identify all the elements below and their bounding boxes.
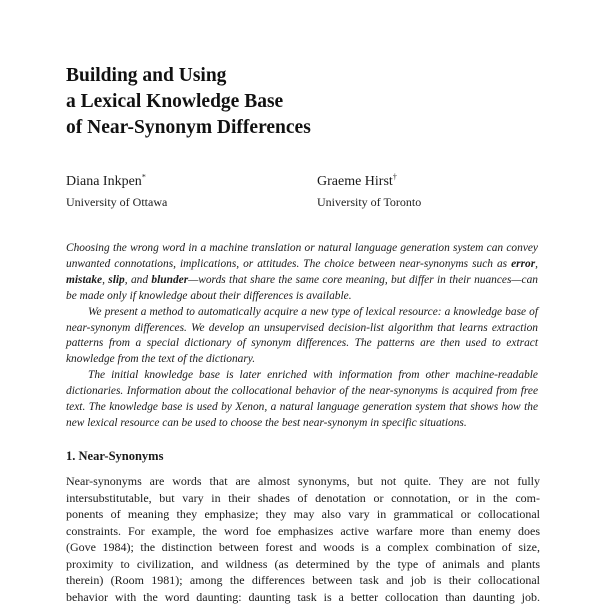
example-word: slip [108,274,124,286]
body-line: ponents of meaning they emphasize; they may also vary in grammatical or collocational [66,506,540,523]
abstract [66,241,538,432]
example-word: blunder [151,274,188,286]
author-footnote-mark: * [142,172,146,181]
abstract-paragraph-1: Choosing the wrong word in a machine translation or natural language generation system can convey unwanted connotations, implications, or attitudes. The choice between near-synonyms such as error, mistake, slip, and blunder—words that share the same core meaning, but differ in their nuances—can be made only if knowledge about their differences is available. [66,241,538,305]
abstract-paragraph-2: We present a method to automatically acquire a new type of lexical resource: a knowledge base of near-synonym differences. We develop an unsupervised decision-list algorithm that learns extraction patterns from a special dictionary of synonym differences. The patterns are then used to extract knowledge from the text of the dictionary. [66,305,538,369]
author-affiliation: University of Toronto [317,192,421,212]
body-line: therein) (Room 1981); among the differences between task and job is their collocational [66,572,540,589]
paper-title [66,63,311,141]
title-line-1: Building and Using [66,63,311,89]
author-block-inkpen [66,172,167,212]
title-line-2: a Lexical Knowledge Base [66,89,311,115]
title-line-3: of Near-Synonym Differences [66,115,311,141]
abstract-paragraph-3: The initial knowledge base is later enriched with information from other machine-readable dictionaries. Information about the collocational behavior of the near-synonyms is acquired from free text. The knowledge base is used by Xenon, a natural language generation system that shows how the new lexical resource can be used to choose the best near-synonym in specific situations. [66,368,538,432]
example-word: error [511,258,535,270]
example-word: mistake [66,274,102,286]
section-body [66,473,540,605]
section-heading: 1. Near-Synonyms [66,449,163,464]
author-name: Graeme Hirst† [317,172,421,192]
body-line: behavior with the word daunting: daunting task is a better collocation than daunting job. [66,589,540,605]
body-line: constraints. For example, the word foe emphasizes active warfare more than enemy does [66,523,540,540]
author-block-hirst [317,172,421,212]
body-line: proximity to civilization, and wildness (as determined by the type of animals and plants [66,556,540,573]
author-footnote-mark: † [393,172,397,181]
author-affiliation: University of Ottawa [66,192,167,212]
author-name: Diana Inkpen* [66,172,167,192]
body-line: intersubstitutable, but vary in their shades of denotation or connotation, or in the com- [66,490,540,507]
body-line: (Gove 1984); the distinction between forest and woods is a complex combination of size, [66,539,540,556]
body-line: Near-synonyms are words that are almost synonyms, but not quite. They are not fully [66,473,540,490]
